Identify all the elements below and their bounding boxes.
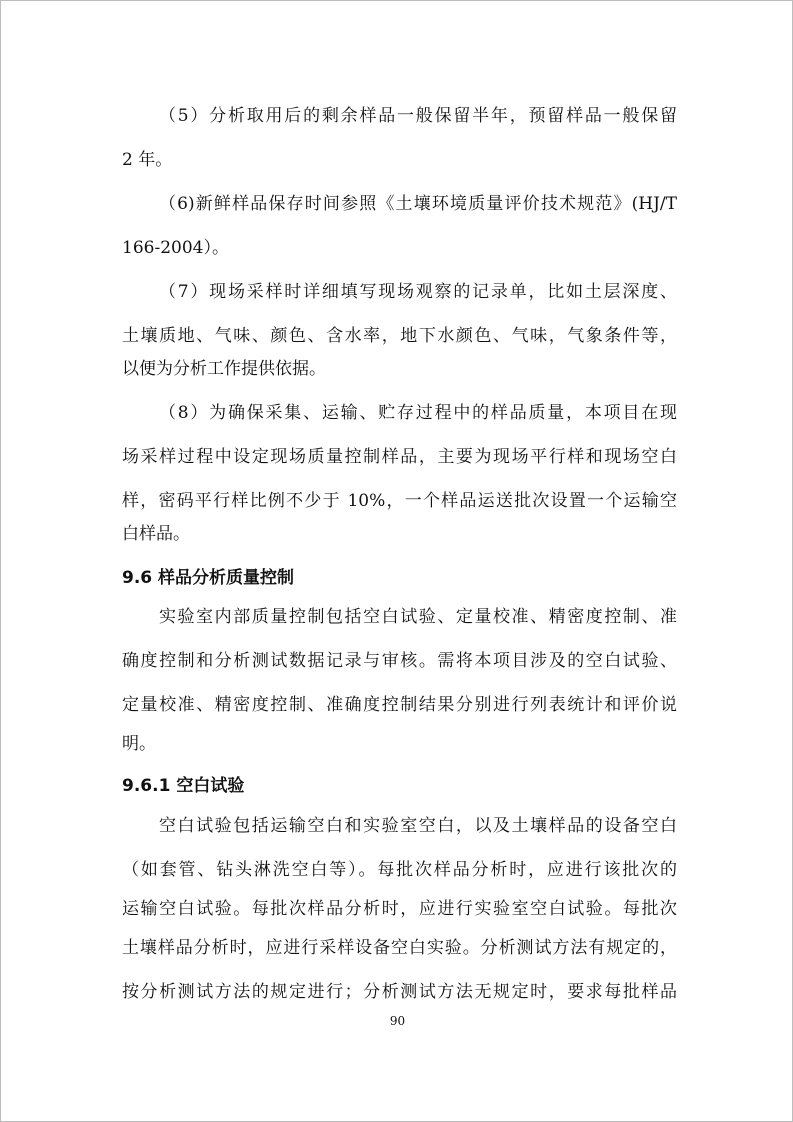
paragraph-5-line-2: 2 年。: [122, 150, 173, 170]
paragraph-8-line-3: 样，密码平行样比例不少于 10%，一个样品运送批次设置一个运输空: [122, 491, 677, 511]
paragraph-6-line-1: （6)新鲜样品保存时间参照《土壤环境质量评价技术规范》(HJ/T: [159, 194, 677, 214]
paragraph-7-line-2: 土壤质地、气味、颜色、含水率，地下水颜色、气味，气象条件等，: [122, 326, 677, 346]
section-9-6-1-line-3: 运输空白试验。每批次样品分析时，应进行实验室空白试验。每批次: [122, 899, 677, 919]
section-9-6-line-1: 实验室内部质量控制包括空白试验、定量校准、精密度控制、准: [159, 607, 677, 627]
section-heading-9-6-1: 9.6.1 空白试验: [122, 776, 245, 796]
section-9-6-line-3: 定量校准、精密度控制、准确度控制结果分别进行列表统计和评价说: [122, 695, 677, 715]
page-number: 90: [389, 1014, 406, 1028]
paragraph-7-line-1: （7）现场采样时详细填写现场观察的记录单，比如土层深度、: [159, 282, 677, 302]
section-9-6-1-line-4: 土壤样品分析时，应进行采样设备空白实验。分析测试方法有规定的，: [122, 938, 677, 958]
section-heading-9-6: 9.6 样品分析质量控制: [122, 568, 295, 588]
section-9-6-1-line-2: （如套管、钻头淋洗空白等）。每批次样品分析时，应进行该批次的: [122, 860, 677, 880]
paragraph-8-line-1: （8）为确保采集、运输、贮存过程中的样品质量，本项目在现: [159, 403, 677, 423]
section-9-6-line-4: 明。: [122, 734, 156, 754]
paragraph-5-line-1: （5）分析取用后的剩余样品一般保留半年，预留样品一般保留: [159, 106, 677, 126]
paragraph-6-line-2: 166-2004）。: [122, 238, 229, 258]
section-9-6-line-2: 确度控制和分析测试数据记录与审核。需将本项目涉及的空白试验、: [122, 651, 677, 671]
paragraph-8-line-4: 白样品。: [122, 524, 190, 544]
paragraph-7-line-3: 以便为分析工作提供依据。: [122, 359, 326, 379]
paragraph-8-line-2: 场采样过程中设定现场质量控制样品，主要为现场平行样和现场空白: [122, 447, 677, 467]
section-9-6-1-line-1: 空白试验包括运输空白和实验室空白，以及土壤样品的设备空白: [159, 816, 677, 836]
section-9-6-1-line-5: 按分析测试方法的规定进行；分析测试方法无规定时，要求每批样品: [122, 982, 677, 1002]
